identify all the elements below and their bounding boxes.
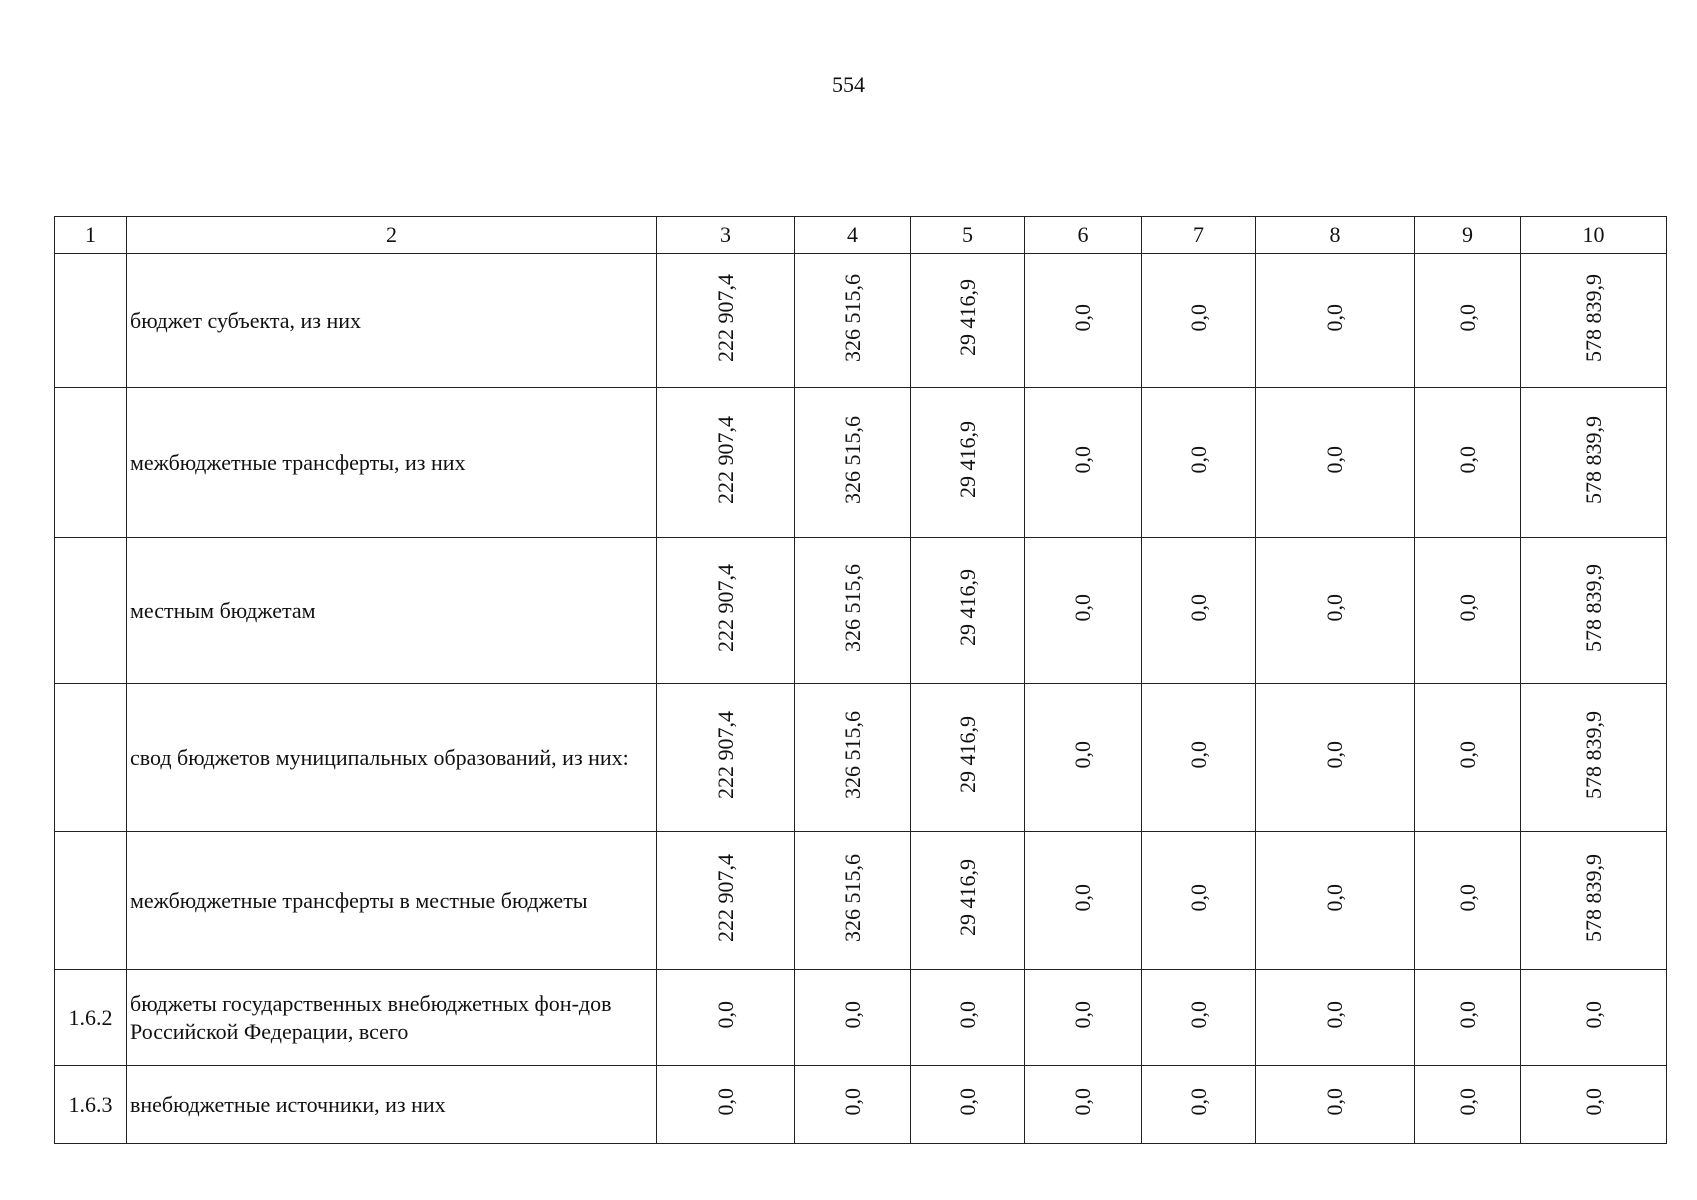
value-text: 0,0 bbox=[1070, 593, 1095, 622]
value-text: 0,0 bbox=[1580, 1087, 1606, 1116]
value-text: 0,0 bbox=[1322, 445, 1347, 474]
value-cell bbox=[1256, 388, 1415, 538]
value-cell bbox=[795, 684, 911, 832]
value-cell bbox=[1142, 1066, 1256, 1144]
value-text: 0,0 bbox=[1185, 445, 1211, 474]
value-cell bbox=[1142, 254, 1256, 388]
value-text: 29 416,9 bbox=[954, 279, 980, 356]
value-cell bbox=[657, 254, 795, 388]
row-label: внебюджетные источники, из них bbox=[127, 1066, 657, 1144]
value-cell bbox=[1256, 970, 1415, 1066]
table-row bbox=[55, 1066, 1667, 1144]
value-text: 0,0 bbox=[954, 1087, 980, 1116]
value-text: 222 907,4 bbox=[712, 853, 738, 942]
value-cell bbox=[1415, 254, 1521, 388]
budget-table bbox=[54, 216, 1667, 1144]
value-cell bbox=[795, 970, 911, 1066]
value-cell bbox=[1142, 684, 1256, 832]
value-cell bbox=[795, 388, 911, 538]
page-number: 554 bbox=[832, 72, 865, 97]
value-cell bbox=[1415, 832, 1521, 970]
value-cell bbox=[1025, 684, 1142, 832]
value-cell bbox=[911, 832, 1025, 970]
column-header: 6 bbox=[1025, 217, 1142, 254]
value-cell bbox=[795, 832, 911, 970]
value-text: 0,0 bbox=[1454, 740, 1480, 769]
value-cell bbox=[657, 970, 795, 1066]
value-cell bbox=[1025, 254, 1142, 388]
row-label: бюджет субъекта, из них bbox=[127, 254, 657, 388]
value-cell bbox=[1415, 970, 1521, 1066]
value-text: 326 515,6 bbox=[839, 563, 865, 652]
column-header: 8 bbox=[1256, 217, 1415, 254]
row-code: 1.6.2 bbox=[55, 970, 127, 1066]
value-text: 0,0 bbox=[1070, 1000, 1095, 1029]
value-cell bbox=[1521, 538, 1667, 684]
value-text: 29 416,9 bbox=[954, 569, 980, 646]
value-cell bbox=[1142, 832, 1256, 970]
value-cell bbox=[1415, 388, 1521, 538]
value-cell bbox=[1142, 538, 1256, 684]
column-header: 2 bbox=[127, 217, 657, 254]
value-text: 222 907,4 bbox=[712, 273, 738, 362]
column-header: 4 bbox=[795, 217, 911, 254]
value-cell bbox=[1521, 832, 1667, 970]
row-code: 1.6.3 bbox=[55, 1066, 127, 1144]
column-header: 3 bbox=[657, 217, 795, 254]
value-text: 0,0 bbox=[1070, 740, 1095, 769]
value-text: 0,0 bbox=[1322, 883, 1347, 912]
row-code bbox=[55, 254, 127, 388]
value-text: 0,0 bbox=[1070, 303, 1095, 332]
value-cell bbox=[1521, 970, 1667, 1066]
value-text: 326 515,6 bbox=[839, 853, 865, 942]
value-text: 0,0 bbox=[954, 1000, 980, 1029]
value-cell bbox=[911, 970, 1025, 1066]
value-text: 0,0 bbox=[1454, 1087, 1480, 1116]
value-text: 222 907,4 bbox=[712, 415, 738, 504]
value-text: 0,0 bbox=[1185, 593, 1211, 622]
value-cell bbox=[657, 538, 795, 684]
value-cell bbox=[795, 1066, 911, 1144]
value-text: 0,0 bbox=[839, 1087, 865, 1116]
table-row bbox=[55, 684, 1667, 832]
value-text: 0,0 bbox=[1185, 1000, 1211, 1029]
value-text: 326 515,6 bbox=[839, 710, 865, 799]
row-label: межбюджетные трансферты, из них bbox=[127, 388, 657, 538]
row-label: бюджеты государственных внебюджетных фон-дов Российской Федерации, всего bbox=[127, 970, 657, 1066]
value-cell bbox=[1521, 388, 1667, 538]
value-cell bbox=[1415, 1066, 1521, 1144]
value-text: 578 839,9 bbox=[1580, 415, 1606, 504]
value-cell bbox=[1025, 538, 1142, 684]
value-cell bbox=[1025, 970, 1142, 1066]
value-cell bbox=[795, 254, 911, 388]
value-cell bbox=[1256, 1066, 1415, 1144]
value-cell bbox=[1025, 388, 1142, 538]
value-text: 222 907,4 bbox=[712, 563, 738, 652]
value-text: 0,0 bbox=[1322, 593, 1347, 622]
table-row bbox=[55, 832, 1667, 970]
value-text: 0,0 bbox=[712, 1087, 738, 1116]
value-text: 29 416,9 bbox=[954, 859, 980, 936]
value-text: 29 416,9 bbox=[954, 421, 980, 498]
value-text: 326 515,6 bbox=[839, 273, 865, 362]
value-cell bbox=[1025, 1066, 1142, 1144]
value-cell bbox=[911, 254, 1025, 388]
table-row bbox=[55, 538, 1667, 684]
value-text: 29 416,9 bbox=[954, 716, 980, 793]
value-text: 0,0 bbox=[1070, 1087, 1095, 1116]
value-cell bbox=[1415, 538, 1521, 684]
value-text: 578 839,9 bbox=[1580, 710, 1606, 799]
row-code bbox=[55, 684, 127, 832]
value-cell bbox=[657, 832, 795, 970]
column-header: 1 bbox=[55, 217, 127, 254]
value-text: 578 839,9 bbox=[1580, 563, 1606, 652]
table-row bbox=[55, 388, 1667, 538]
value-text: 0,0 bbox=[1580, 1000, 1606, 1029]
value-cell bbox=[1256, 254, 1415, 388]
value-text: 0,0 bbox=[1185, 740, 1211, 769]
value-cell bbox=[911, 388, 1025, 538]
value-cell bbox=[1521, 1066, 1667, 1144]
value-text: 0,0 bbox=[1322, 303, 1347, 332]
value-cell bbox=[1256, 538, 1415, 684]
value-text: 222 907,4 bbox=[712, 710, 738, 799]
column-header: 9 bbox=[1415, 217, 1521, 254]
value-text: 0,0 bbox=[1322, 1000, 1347, 1029]
value-text: 0,0 bbox=[1454, 303, 1480, 332]
table-row bbox=[55, 970, 1667, 1066]
value-text: 0,0 bbox=[1322, 740, 1347, 769]
row-label: межбюджетные трансферты в местные бюджеты bbox=[127, 832, 657, 970]
table-row bbox=[55, 254, 1667, 388]
column-header: 7 bbox=[1142, 217, 1256, 254]
row-code bbox=[55, 538, 127, 684]
value-cell bbox=[911, 538, 1025, 684]
value-text: 0,0 bbox=[1070, 445, 1095, 474]
value-text: 0,0 bbox=[1185, 303, 1211, 332]
value-text: 578 839,9 bbox=[1580, 853, 1606, 942]
value-cell bbox=[1142, 388, 1256, 538]
value-cell bbox=[1256, 684, 1415, 832]
value-text: 0,0 bbox=[1322, 1087, 1347, 1116]
value-cell bbox=[1521, 684, 1667, 832]
value-text: 0,0 bbox=[1185, 883, 1211, 912]
value-cell bbox=[911, 1066, 1025, 1144]
value-text: 0,0 bbox=[1454, 883, 1480, 912]
value-cell bbox=[1521, 254, 1667, 388]
value-text: 0,0 bbox=[712, 1000, 738, 1029]
value-text: 0,0 bbox=[1185, 1087, 1211, 1116]
row-code bbox=[55, 832, 127, 970]
value-cell bbox=[795, 538, 911, 684]
value-cell bbox=[1256, 832, 1415, 970]
value-text: 0,0 bbox=[1454, 445, 1480, 474]
value-cell bbox=[657, 684, 795, 832]
value-cell bbox=[1142, 970, 1256, 1066]
value-text: 0,0 bbox=[839, 1000, 865, 1029]
row-code bbox=[55, 388, 127, 538]
value-cell bbox=[911, 684, 1025, 832]
value-cell bbox=[1415, 684, 1521, 832]
row-label: свод бюджетов муниципальных образований, из них: bbox=[127, 684, 657, 832]
column-header: 10 bbox=[1521, 217, 1667, 254]
value-cell bbox=[657, 1066, 795, 1144]
value-text: 578 839,9 bbox=[1580, 273, 1606, 362]
value-text: 326 515,6 bbox=[839, 415, 865, 504]
value-text: 0,0 bbox=[1070, 883, 1095, 912]
header-row bbox=[55, 217, 1667, 254]
value-text: 0,0 bbox=[1454, 593, 1480, 622]
column-header: 5 bbox=[911, 217, 1025, 254]
value-cell bbox=[657, 388, 795, 538]
value-cell bbox=[1025, 832, 1142, 970]
row-label: местным бюджетам bbox=[127, 538, 657, 684]
value-text: 0,0 bbox=[1454, 1000, 1480, 1029]
